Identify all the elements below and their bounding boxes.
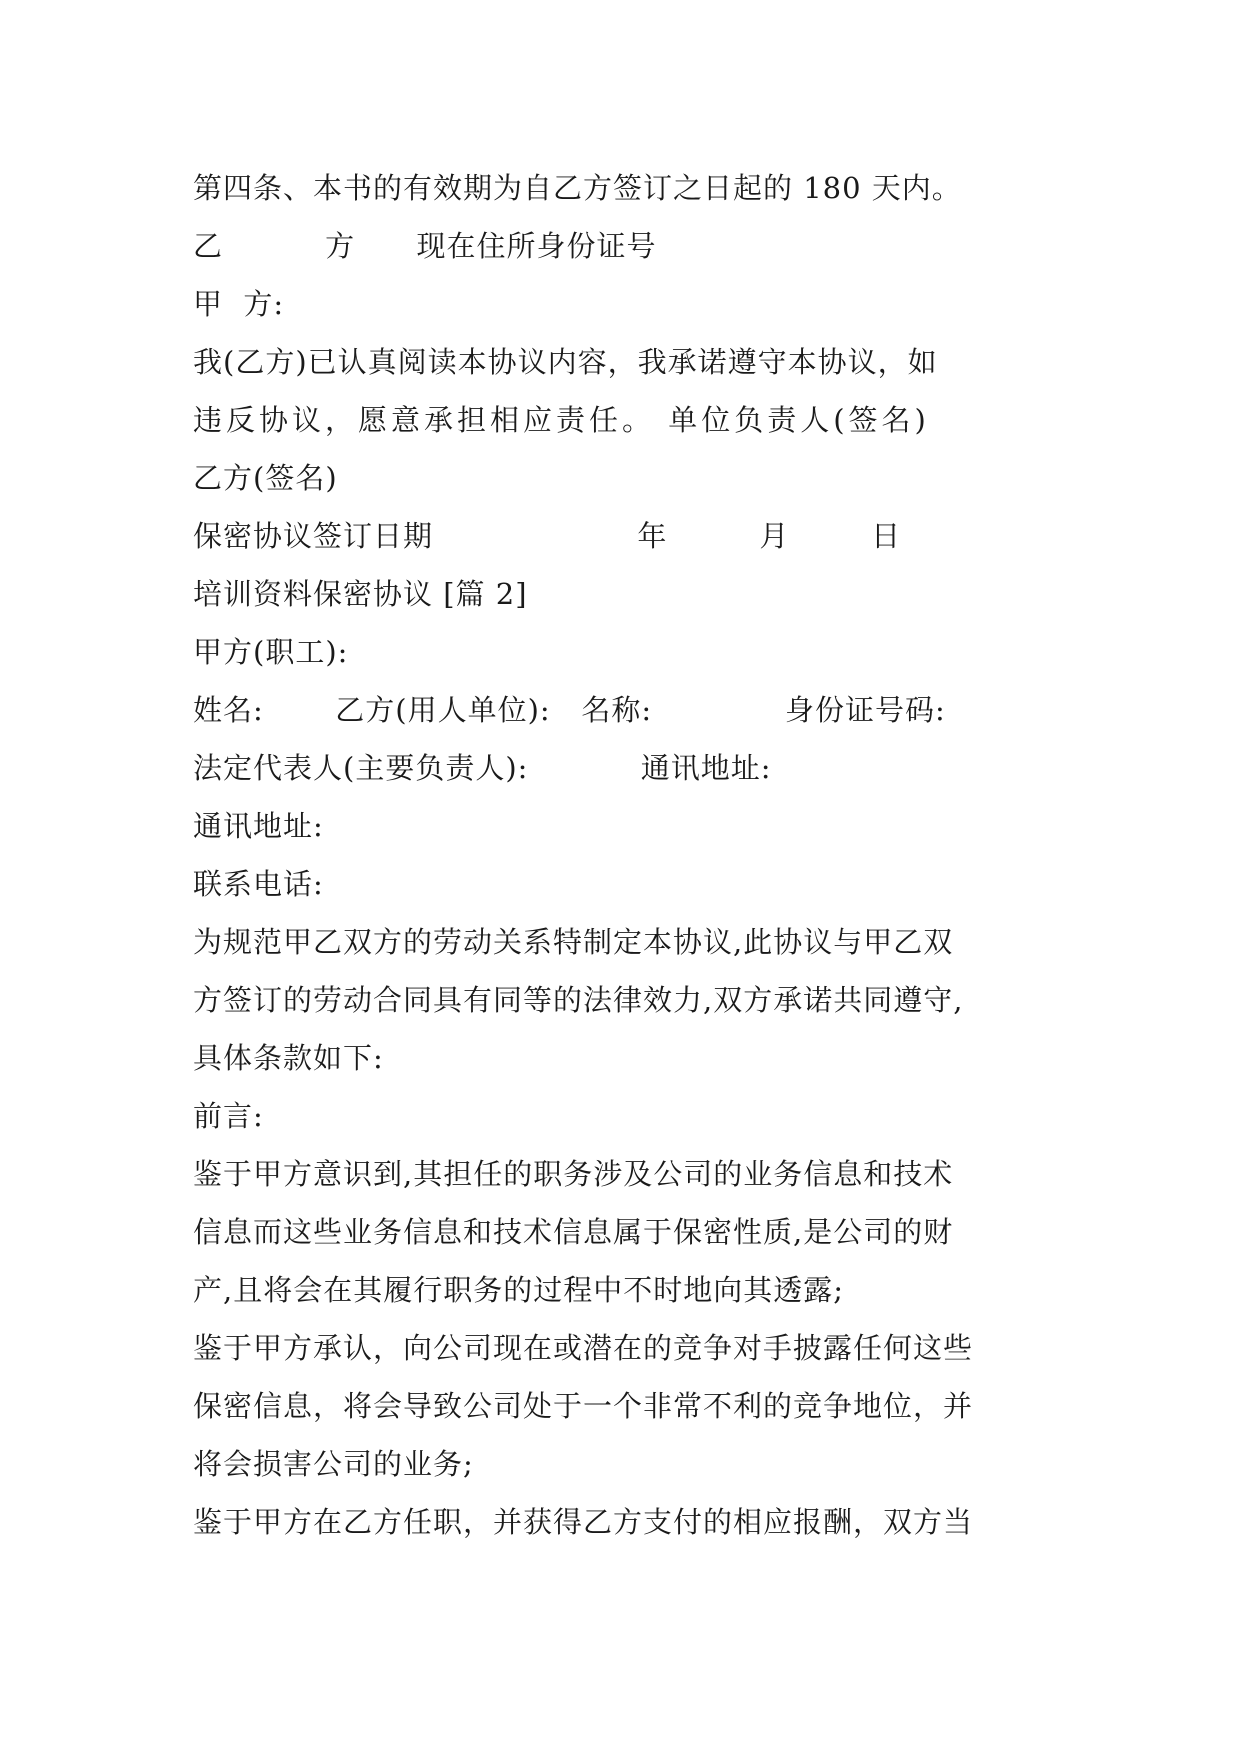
paragraph-line: 联系电话: bbox=[193, 867, 324, 901]
paragraph-line: 将会损害公司的业务; bbox=[193, 1447, 474, 1481]
paragraph-line: 鉴于甲方承认，向公司现在或潜在的竞争对手披露任何这些 bbox=[193, 1331, 974, 1365]
paragraph-line: 前言: bbox=[193, 1099, 264, 1133]
paragraph-line: 鉴于甲方在乙方任职，并获得乙方支付的相应报酬，双方当 bbox=[193, 1505, 974, 1539]
paragraph-line: 法定代表人(主要负责人): 通讯地址: bbox=[193, 751, 772, 785]
paragraph-line: 产,且将会在其履行职务的过程中不时地向其透露; bbox=[193, 1273, 844, 1307]
paragraph-line: 通讯地址: bbox=[193, 809, 324, 843]
paragraph-line: 保密信息，将会导致公司处于一个非常不利的竞争地位，并 bbox=[193, 1389, 974, 1423]
paragraph-line: 乙 方 现在住所身份证号 bbox=[193, 229, 657, 263]
paragraph-line: 保密协议签订日期 年 月 日 bbox=[193, 519, 902, 553]
paragraph-line: 信息而这些业务信息和技术信息属于保密性质,是公司的财 bbox=[193, 1215, 954, 1249]
paragraph-line: 第四条、本书的有效期为自乙方签订之日起的 180 天内。 bbox=[193, 171, 962, 205]
paragraph-line: 违反协议，愿意承担相应责任。 单位负责人(签名) bbox=[193, 403, 930, 437]
paragraph-line: 甲 方: bbox=[193, 287, 285, 321]
paragraph-line: 鉴于甲方意识到,其担任的职务涉及公司的业务信息和技术 bbox=[193, 1157, 954, 1191]
paragraph-line: 乙方(签名) bbox=[193, 461, 338, 495]
paragraph-line: 甲方(职工): bbox=[193, 635, 349, 669]
paragraph-line: 姓名: 乙方(用人单位): 名称: 身份证号码: bbox=[193, 693, 946, 727]
paragraph-line: 方签订的劳动合同具有同等的法律效力,双方承诺共同遵守, bbox=[193, 983, 964, 1017]
section-heading: 培训资料保密协议 [篇 2] bbox=[193, 577, 528, 611]
paragraph-line: 为规范甲乙双方的劳动关系特制定本协议,此协议与甲乙双 bbox=[193, 925, 954, 959]
paragraph-line: 具体条款如下: bbox=[193, 1041, 384, 1075]
paragraph-line: 我(乙方)已认真阅读本协议内容，我承诺遵守本协议，如 bbox=[193, 345, 938, 379]
